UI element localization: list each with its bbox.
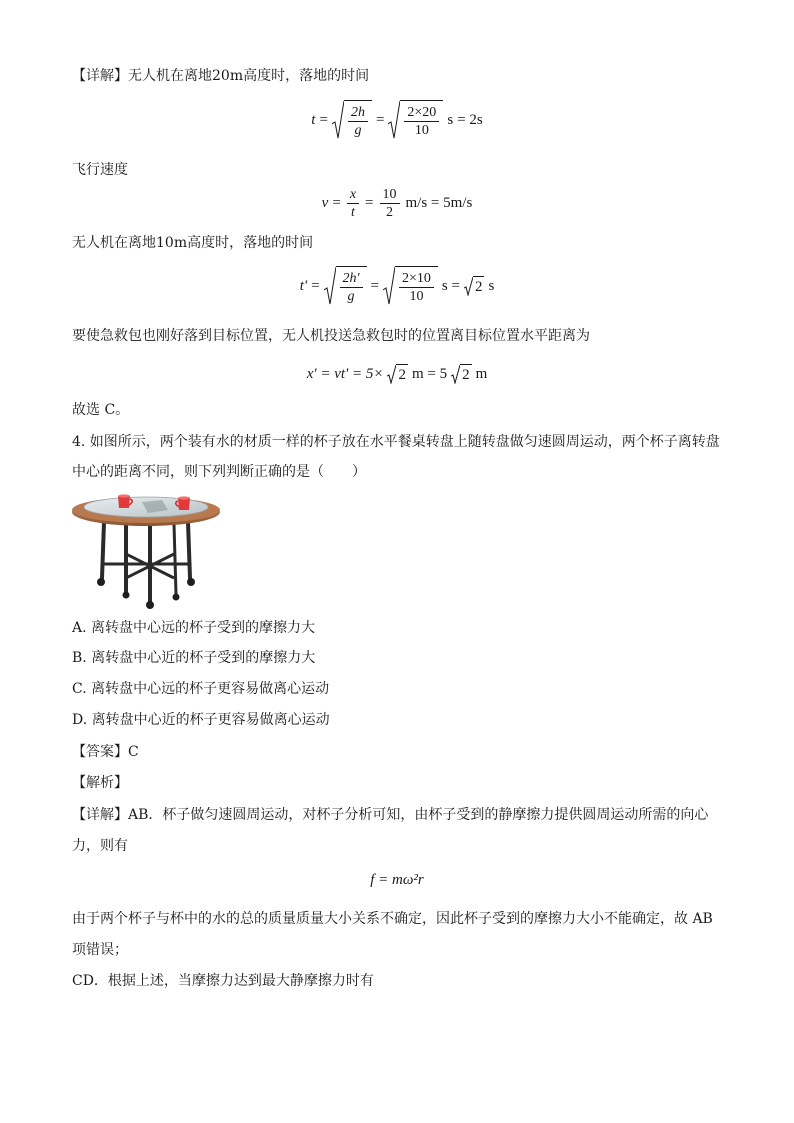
- conclusion-text: 故选 C。: [72, 402, 130, 418]
- eq4-rad-2: 2: [460, 364, 472, 384]
- eq4-sqrt-1: [387, 364, 408, 384]
- eq3-sqrt-2: [383, 266, 438, 306]
- eq1-sqrt-1: [332, 100, 372, 140]
- eq4-mid: m = 5: [411, 365, 448, 382]
- eq2-num-1: x: [347, 186, 359, 204]
- eq3-num-1: 2h': [340, 270, 363, 288]
- option-c: C. 离转盘中心远的杯子更容易做离心运动: [72, 681, 330, 697]
- eq3-rad-3: 2: [473, 276, 485, 296]
- equation-fall-time: [0, 100, 794, 140]
- eq3-num-2: 2×10: [399, 270, 434, 288]
- eq2-frac-1: [347, 186, 359, 221]
- eq3-lhs: t': [299, 277, 308, 294]
- analysis-heading: 【解析】: [72, 775, 128, 791]
- eq4-unit: m: [475, 365, 488, 382]
- eq2-frac-2: [380, 186, 400, 221]
- eq2-equals-2: =: [365, 195, 374, 211]
- eq2-num-2: 10: [380, 186, 400, 204]
- speed-label-text: 飞行速度: [72, 162, 128, 178]
- eq2-den-1: t: [350, 205, 355, 220]
- eq4-lhs: x' = vt' = 5×: [306, 365, 384, 382]
- eq3-unit: s =: [441, 277, 460, 294]
- eq2-equals: =: [332, 195, 341, 211]
- eq1-unit: s: [447, 111, 454, 128]
- eq1-num-1: 2h: [348, 104, 368, 122]
- eq2-lhs: v: [321, 195, 329, 211]
- equation-speed: [0, 186, 794, 221]
- eq3-den-2: 10: [409, 288, 424, 304]
- eq1-equals: =: [319, 111, 328, 128]
- mass-line2: 项错误；: [72, 942, 128, 958]
- equation-friction-centripetal: f = mω²r: [370, 872, 424, 888]
- answer-text: 【答案】C: [72, 744, 139, 760]
- eq3-sqrt-3: [464, 276, 485, 296]
- eq4-rad-1: 2: [396, 364, 408, 384]
- eq1-den-1: g: [354, 122, 362, 138]
- mass-line1: 由于两个杯子与杯中的水的总的质量质量大小关系不确定，因此杯子受到的摩擦力大小不能确定，故 AB: [72, 911, 713, 927]
- eq3-unit-3: s: [488, 277, 495, 294]
- table-wheels: [97, 578, 195, 609]
- option-d: D. 离转盘中心近的杯子更容易做离心运动: [72, 712, 330, 728]
- eq1-sqrt-2: [388, 100, 443, 140]
- eq1-equals-2: =: [375, 111, 385, 128]
- equation-distance: [0, 364, 794, 384]
- eq1-result: = 2s: [457, 111, 483, 128]
- eq2-result: m/s = 5m/s: [405, 195, 473, 211]
- eq3-frac-1: [340, 270, 363, 305]
- rotating-table-figure: [70, 490, 222, 610]
- question4-line2: 中心的距离不同，则下列判断正确的是（ ）: [72, 464, 366, 480]
- eq3-den-1: g: [347, 288, 355, 304]
- eq1-den-2: 10: [414, 122, 429, 138]
- distance-intro-text: 要使急救包也刚好落到目标位置，无人机投送急救包时的位置离目标位置水平距离为: [72, 328, 590, 344]
- option-a: A. 离转盘中心远的杯子受到的摩擦力大: [72, 620, 316, 636]
- eq1-frac-2: [404, 104, 439, 139]
- ab-detail-line1: 【详解】AB．杯子做匀速圆周运动，对杯子分析可知，由杯子受到的静摩擦力提供圆周运动所需的向心: [72, 807, 709, 823]
- eq3-frac-2: [399, 270, 434, 305]
- eq1-num-2: 2×20: [404, 104, 439, 122]
- ab-detail-line2: 力，则有: [72, 838, 128, 854]
- eq2-den-2: 2: [386, 205, 393, 220]
- time2-intro-text: 无人机在离地10m高度时，落地的时间: [72, 235, 314, 251]
- question4-line1: 4. 如图所示，两个装有水的材质一样的杯子放在水平餐桌转盘上随转盘做匀速圆周运动，两个杯子离转盘: [72, 434, 720, 450]
- equation-fall-time-2: [0, 266, 794, 306]
- eq4-sqrt-2: [451, 364, 472, 384]
- eq3-sqrt-1: [324, 266, 367, 306]
- eq1-lhs: t: [311, 111, 316, 128]
- detail-intro-text: 【详解】无人机在离地20m高度时，落地的时间: [72, 68, 370, 84]
- option-b: B. 离转盘中心近的杯子受到的摩擦力大: [72, 650, 316, 666]
- eq3-equals-2: =: [370, 277, 380, 294]
- eq1-frac-1: [348, 104, 368, 139]
- eq3-equals: =: [311, 277, 320, 294]
- cd-detail-line: CD．根据上述，当摩擦力达到最大静摩擦力时有: [72, 973, 374, 989]
